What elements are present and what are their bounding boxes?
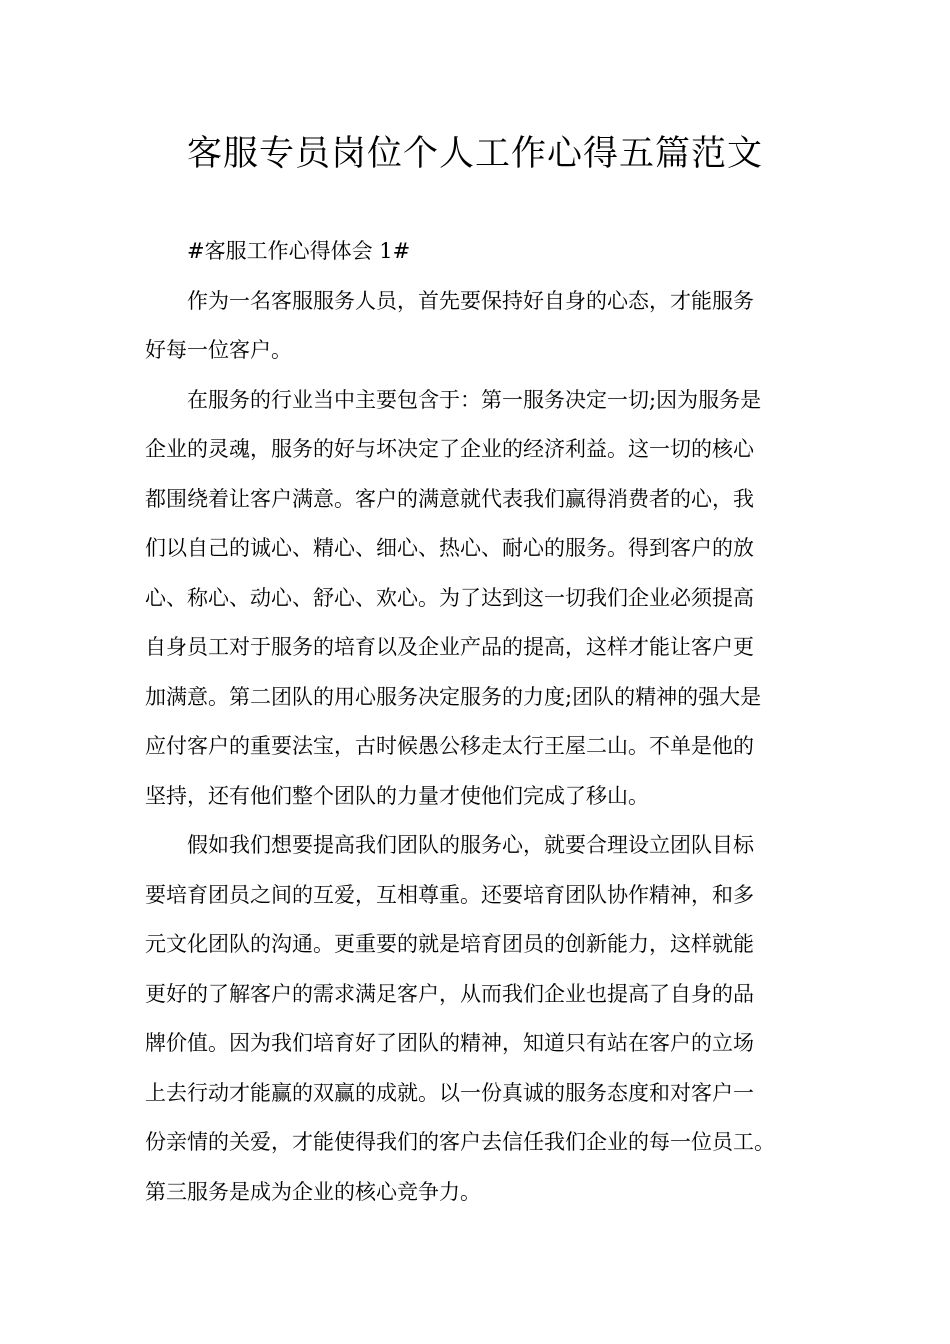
text-line: 加满意。第二团队的用心服务决定服务的力度;团队的精神的强大是 (145, 684, 762, 709)
text-line: 元文化团队的沟通。更重要的就是培育团员的创新能力，这样就能 (145, 932, 754, 956)
text-line: 坚持，还有他们整个团队的力量才使他们完成了移山。 (145, 783, 649, 808)
text-line: 应付客户的重要法宝，古时候愚公移走太行王屋二山。不单是他的 (145, 734, 754, 758)
text-line: 份亲情的关爱，才能使得我们的客户去信任我们企业的每一位员工。 (145, 1130, 775, 1154)
text-line: 在服务的行业当中主要包含于：第一服务决定一切;因为服务是 (187, 387, 762, 412)
text-line: 都围绕着让客户满意。客户的满意就代表我们赢得消费者的心，我 (145, 486, 754, 511)
text-line: 要培育团员之间的互爱，互相尊重。还要培育团队协作精神，和多 (145, 882, 754, 907)
text-line: 作为一名客服服务人员，首先要保持好自身的心态，才能服务 (187, 288, 754, 313)
text-line: 自身员工对于服务的培育以及企业产品的提高，这样才能让客户更 (145, 635, 754, 659)
text-line: 更好的了解客户的需求满足客户，从而我们企业也提高了自身的品 (145, 981, 754, 1006)
text-line: #客服工作心得体会 1# (187, 239, 411, 263)
text-line: 企业的灵魂，服务的好与坏决定了企业的经济利益。这一切的核心 (145, 437, 754, 461)
paragraph (145, 821, 810, 1217)
paragraph (145, 376, 810, 822)
document-title: 客服专员岗位个人工作心得五篇范文 (186, 134, 763, 174)
text-line: 上去行动才能赢的双赢的成就。以一份真诚的服务态度和对客户一 (145, 1080, 754, 1105)
text-line: 牌价值。因为我们培育好了团队的精神，知道只有站在客户的立场 (145, 1031, 754, 1055)
text-line: 假如我们想要提高我们团队的服务心，就要合理设立团队目标 (187, 833, 754, 857)
section-heading (145, 227, 810, 277)
paragraph (145, 277, 810, 376)
document-body (145, 227, 810, 1217)
text-line: 们以自己的诚心、精心、细心、热心、耐心的服务。得到客户的放 (145, 536, 754, 560)
text-line: 好每一位客户。 (145, 338, 292, 362)
text-line: 第三服务是成为企业的核心竞争力。 (145, 1179, 481, 1204)
text-line: 心、称心、动心、舒心、欢心。为了达到这一切我们企业必须提高 (145, 585, 754, 610)
